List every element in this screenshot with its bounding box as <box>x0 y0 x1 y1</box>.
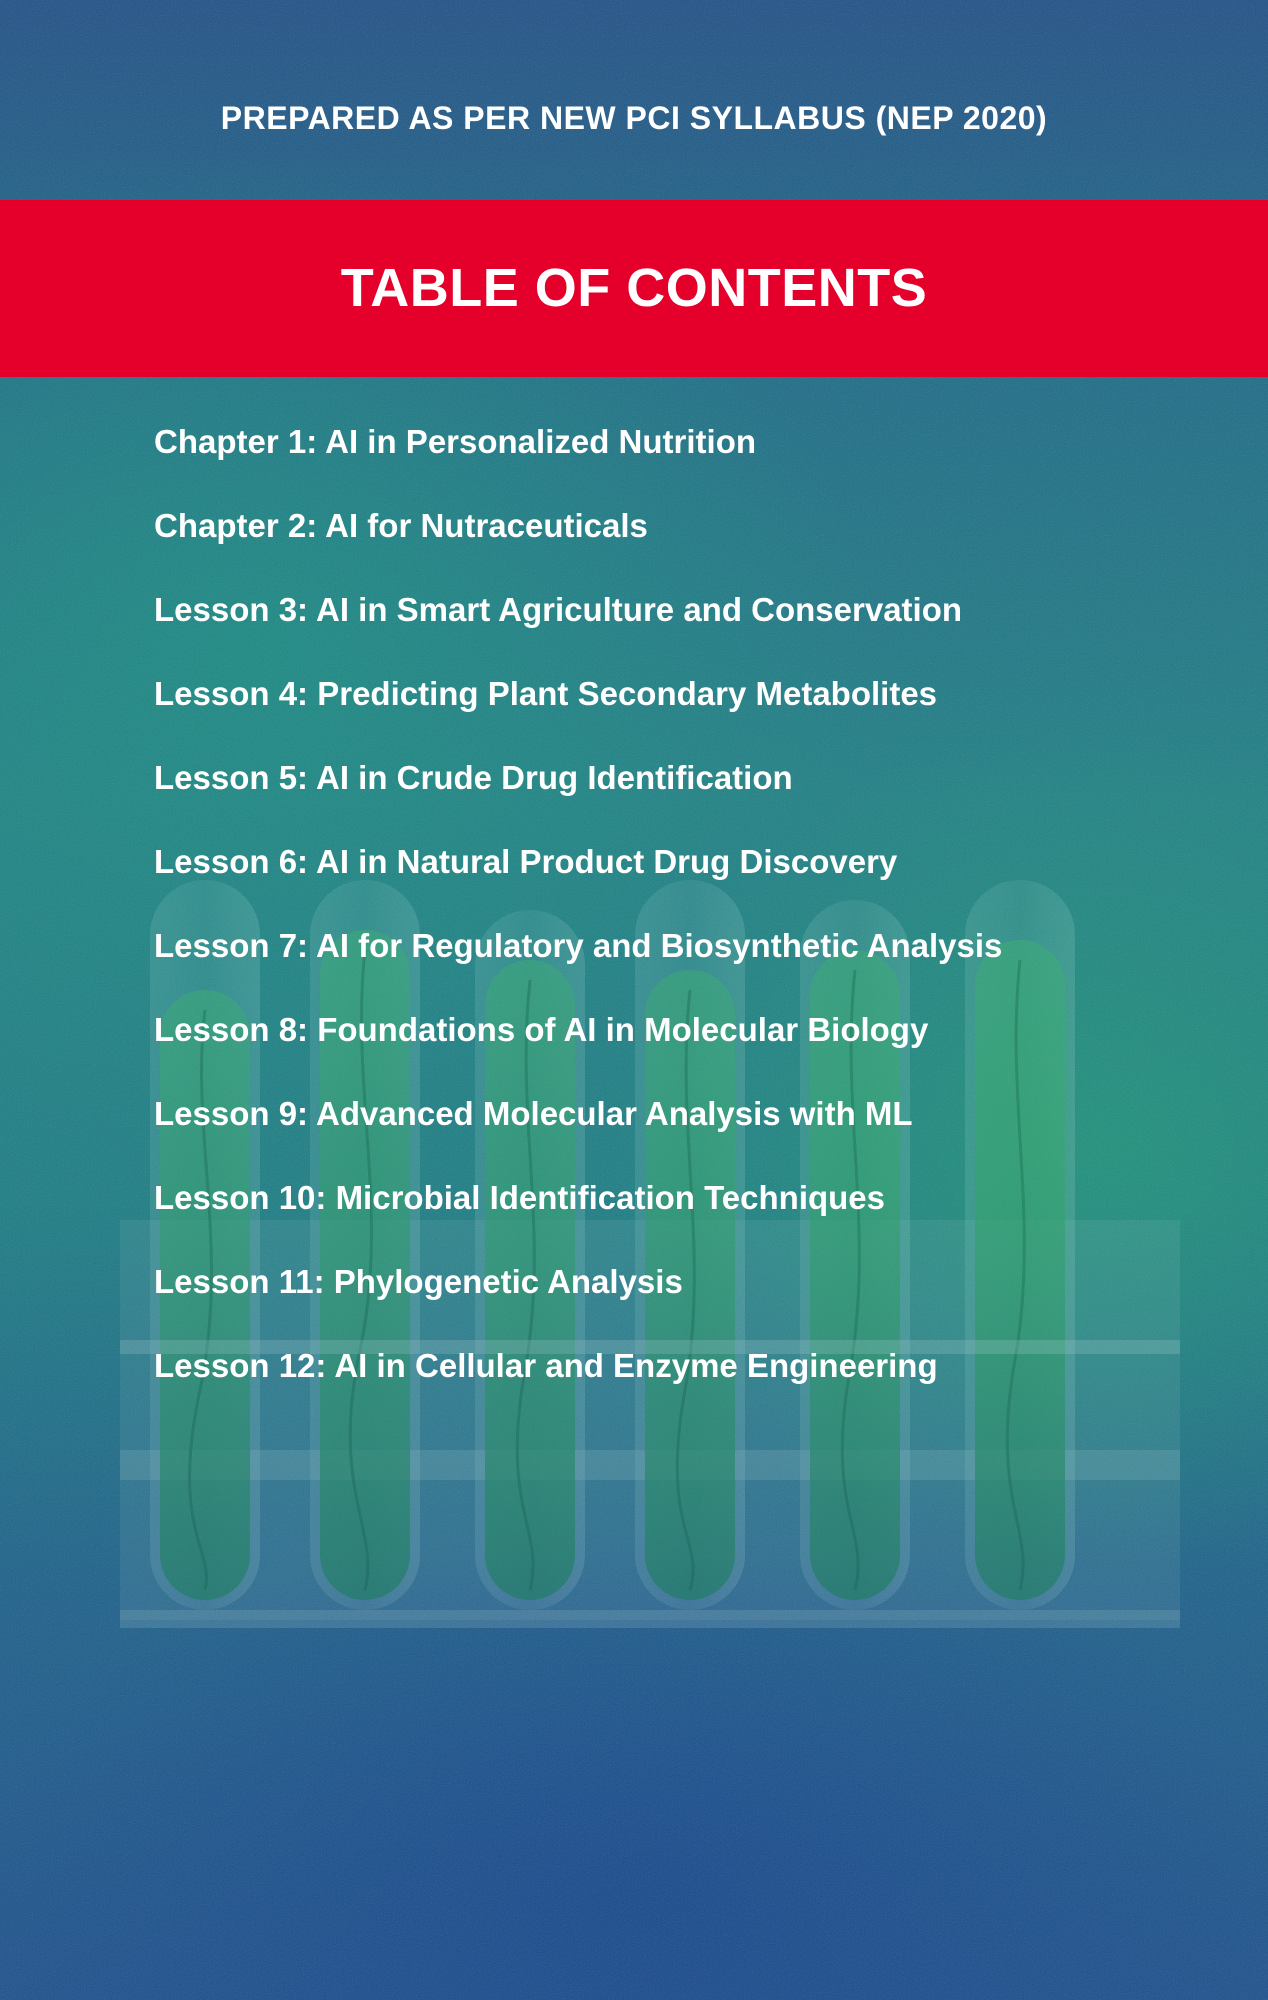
toc-item: Chapter 2: AI for Nutraceuticals <box>154 507 648 544</box>
page-title: TABLE OF CONTENTS <box>340 258 928 318</box>
table-of-contents <box>154 418 1002 1426</box>
toc-item: Lesson 6: AI in Natural Product Drug Discovery <box>154 843 898 880</box>
toc-item: Lesson 8: Foundations of AI in Molecular Biology <box>154 1011 929 1048</box>
syllabus-note: PREPARED AS PER NEW PCI SYLLABUS (NEP 2020) <box>220 100 1048 136</box>
toc-item: Chapter 1: AI in Personalized Nutrition <box>154 423 757 460</box>
toc-item: Lesson 12: AI in Cellular and Enzyme Engineering <box>154 1347 938 1384</box>
toc-item: Lesson 5: AI in Crude Drug Identification <box>154 759 793 796</box>
toc-item: Lesson 9: Advanced Molecular Analysis with ML <box>154 1095 913 1132</box>
toc-item: Lesson 4: Predicting Plant Secondary Metabolites <box>154 675 938 712</box>
toc-item: Lesson 11: Phylogenetic Analysis <box>154 1263 683 1300</box>
toc-item: Lesson 3: AI in Smart Agriculture and Conservation <box>154 591 963 628</box>
toc-item: Lesson 7: AI for Regulatory and Biosynthetic Analysis <box>154 927 1003 964</box>
toc-item: Lesson 10: Microbial Identification Techniques <box>154 1179 886 1216</box>
